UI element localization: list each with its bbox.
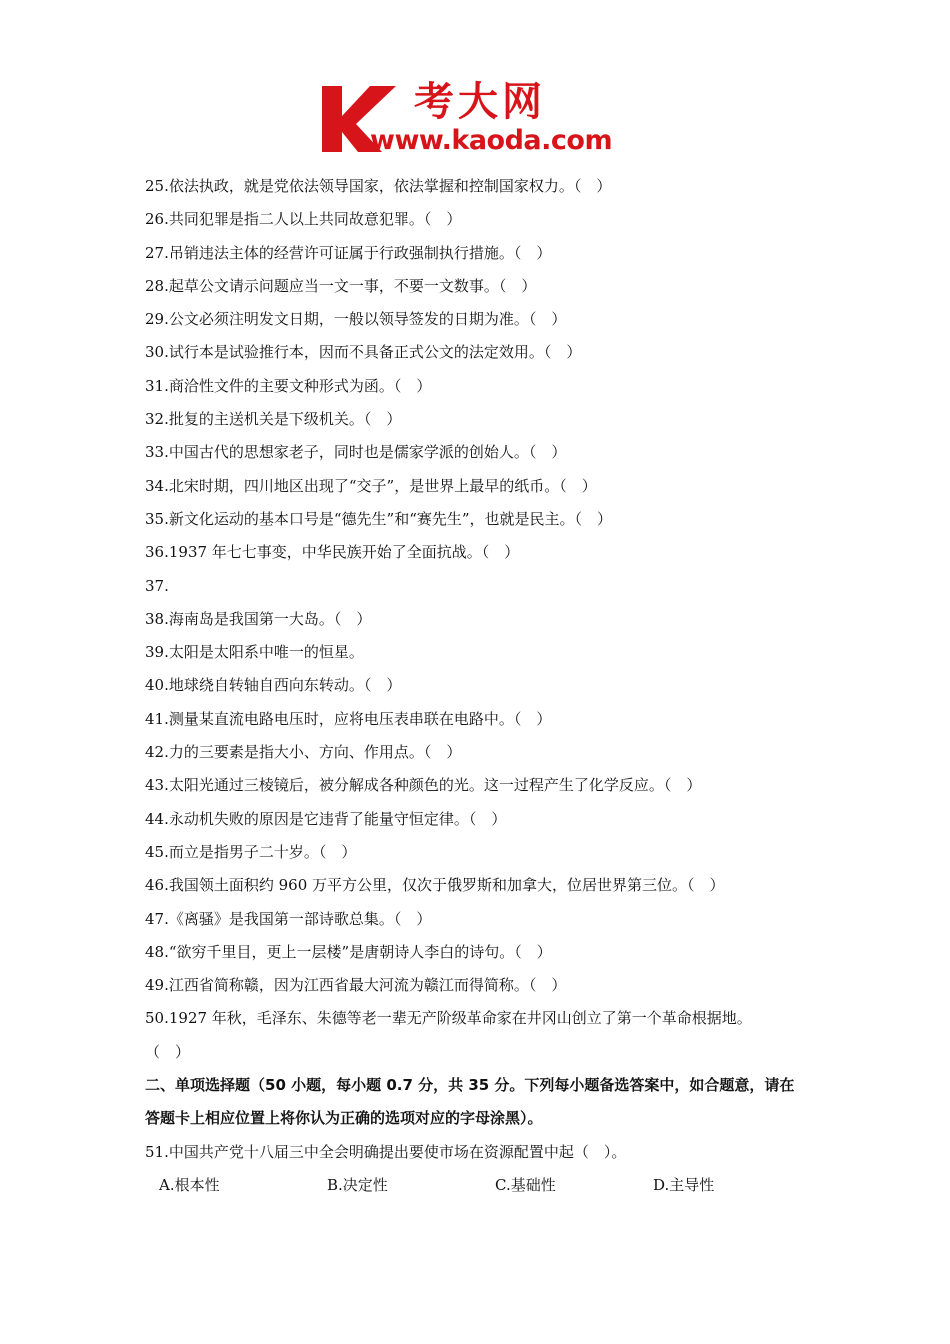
question-line: 43.太阳光通过三棱镜后，被分解成各种颜色的光。这一过程产生了化学反应。（ ） <box>145 776 702 795</box>
question-line: 34.北宋时期，四川地区出现了“交子”，是世界上最早的纸币。（ ） <box>145 476 597 495</box>
question-line: 29.公文必须注明发文日期，一般以领导签发的日期为准。（ ） <box>145 310 567 329</box>
kaoda-logo <box>318 80 638 162</box>
question-line: 48.“欲穷千里目，更上一层楼”是唐朝诗人李白的诗句。（ ） <box>145 942 552 961</box>
question-line: 36.1937 年七七事变，中华民族开始了全面抗战。（ ） <box>145 543 520 562</box>
question-line: 35.新文化运动的基本口号是“德先生”和“赛先生”，也就是民主。（ ） <box>145 509 613 528</box>
question-line: 44.永动机失败的原因是它违背了能量守恒定律。（ ） <box>145 809 507 828</box>
question-line: （ ） <box>145 1042 191 1061</box>
logo-brand-text: 考大网 <box>414 79 546 125</box>
question-line: 28.起草公文请示问题应当一文一事，不要一文数事。（ ） <box>145 276 537 295</box>
question-line: 49.江西省简称赣，因为江西省最大河流为赣江而得简称。（ ） <box>145 976 567 995</box>
question-line: 39.太阳是太阳系中唯一的恒星。 <box>145 643 364 662</box>
option-a: A.根本性 <box>159 1175 220 1194</box>
section-2-heading-line2: 答题卡上相应位置上将你认为正确的选项对应的字母涂黑）。 <box>145 1109 543 1128</box>
question-line: 42.力的三要素是指大小、方向、作用点。（ ） <box>145 743 462 762</box>
question-line: 31.商洽性文件的主要文种形式为函。（ ） <box>145 376 432 395</box>
question-line: 47.《离骚》是我国第一部诗歌总集。（ ） <box>145 909 432 928</box>
question-51-stem: 51.中国共产党十八届三中全会明确提出要使市场在资源配置中起（ ）。 <box>145 1142 627 1161</box>
option-d: D.主导性 <box>653 1175 715 1194</box>
question-line: 45.而立是指男子二十岁。（ ） <box>145 842 357 861</box>
true-false-question-list <box>145 170 825 1069</box>
question-line: 40.地球绕自转轴自西向东转动。（ ） <box>145 676 402 695</box>
question-line: 33.中国古代的思想家老子，同时也是儒家学派的创始人。（ ） <box>145 443 567 462</box>
question-line: 30.试行本是试验推行本，因而不具备正式公文的法定效用。（ ） <box>145 343 582 362</box>
question-line: 38.海南岛是我国第一大岛。（ ） <box>145 609 372 628</box>
question-line: 46.我国领土面积约 960 万平方公里，仅次于俄罗斯和加拿大，位居世界第三位。（ ） <box>145 876 725 895</box>
exam-content <box>145 170 825 1202</box>
question-line: 26.共同犯罪是指二人以上共同故意犯罪。（ ） <box>145 210 462 229</box>
option-b: B.决定性 <box>327 1175 388 1194</box>
question-line: 37. <box>145 576 169 595</box>
question-line: 27.吊销违法主体的经营许可证属于行政强制执行措施。（ ） <box>145 243 552 262</box>
question-51-options <box>145 1169 825 1202</box>
option-c: C.基础性 <box>495 1175 556 1194</box>
question-line: 50.1927 年秋，毛泽东、朱德等老一辈无产阶级革命家在井冈山创立了第一个革命根据地。 <box>145 1009 752 1028</box>
logo-url-text: www.kaoda.com <box>370 125 613 156</box>
question-line: 25.依法执政，就是党依法领导国家，依法掌握和控制国家权力。（ ） <box>145 177 612 195</box>
section-2-heading-line1: 二、单项选择题（50 小题，每小题 0.7 分，共 35 分。下列每小题备选答案中，如合题意，请在 <box>145 1076 795 1095</box>
question-line: 41.测量某直流电路电压时，应将电压表串联在电路中。（ ） <box>145 709 552 728</box>
question-line: 32.批复的主送机关是下级机关。（ ） <box>145 410 402 429</box>
